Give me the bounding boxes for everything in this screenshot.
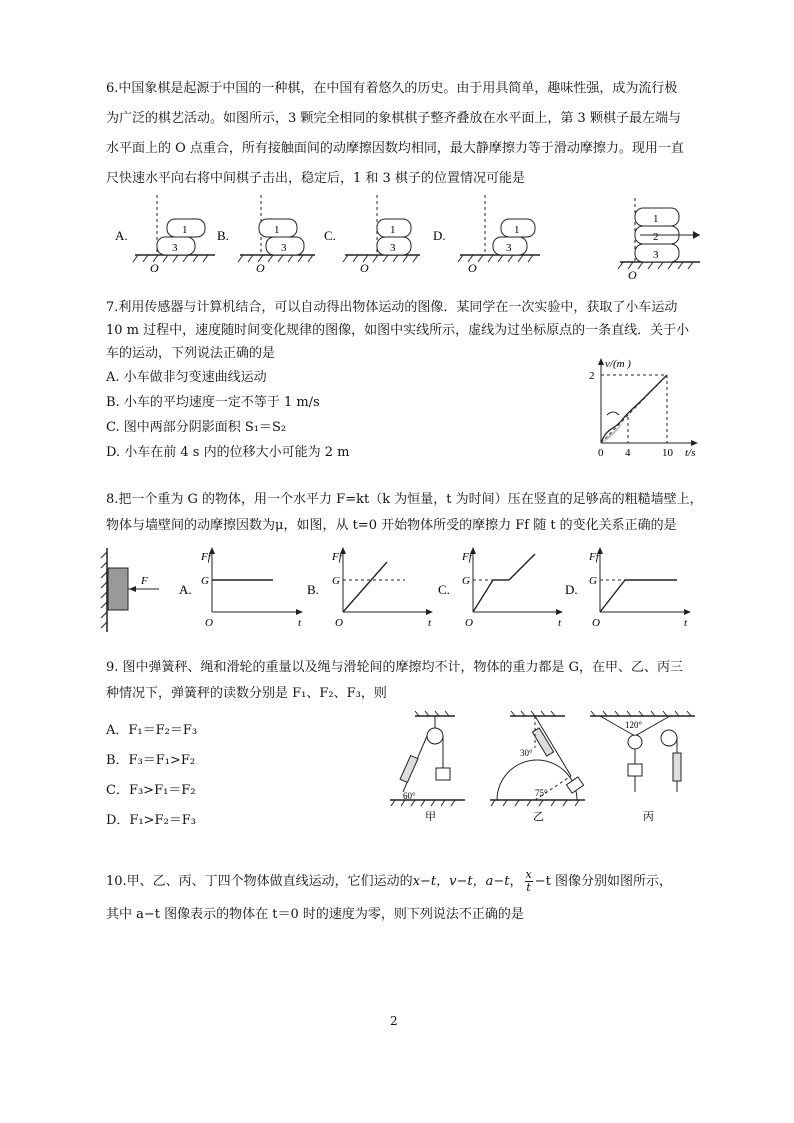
- q6-option-b: [217, 195, 315, 275]
- q6-option-d-label: D.: [433, 228, 446, 243]
- q7-vt-graph: [585, 355, 705, 467]
- q10-prefix: 10.甲、乙、丙、丁四个物体做直线运动，它们运动的: [106, 874, 413, 889]
- q10-comma: ，: [509, 874, 523, 889]
- q7-x-label: t/s: [685, 447, 696, 459]
- q8-option-d: [565, 547, 691, 629]
- q9-diagram-yi: [490, 711, 585, 823]
- q7-x-tick-10: 10: [662, 447, 673, 459]
- q8-d-g-tick: G: [589, 575, 597, 587]
- q7-line-2: 10 m 过程中，速度随时间变化规律的图像，如图中实线所示，虚线为过坐标原点的一条直线．关于小: [106, 323, 690, 338]
- q6-option-d: [433, 195, 540, 275]
- q6-b-piece-1: 1: [274, 224, 280, 236]
- q8-option-a: [179, 547, 303, 629]
- q7-option-d: D. 小车在前 4 s 内的位移大小可能为 2 m: [106, 445, 350, 460]
- q10-line-1: [106, 869, 672, 894]
- q10-frac-den: t: [526, 881, 531, 894]
- q6-line-2: 为广泛的棋艺活动。如图所示，3 颗完全相同的象棋棋子整齐叠放在水平面上，第 3 颗棋子最左端与: [106, 111, 681, 126]
- q8-b-y-label: Ff: [332, 551, 342, 563]
- q8-d-y-label: Ff: [589, 551, 599, 563]
- q8-c-g-tick: G: [462, 575, 470, 587]
- q6-d-origin: O: [468, 261, 477, 275]
- q8-line-1: 8.把一个重为 G 的物体，用一个水平力 F=kt（k 为恒量，t 为时间）压在竖直的足够高的粗糙墙壁上，: [106, 492, 703, 507]
- q8-b-x-label: t: [428, 617, 432, 629]
- q9-jia-label: 甲: [425, 811, 436, 823]
- q8-force-label: F: [141, 575, 148, 587]
- q6-option-a-label: A.: [115, 228, 128, 243]
- q7-line-3: 车的运动，下列说法正确的是: [106, 346, 276, 361]
- q9-diagram-bing: [590, 711, 695, 823]
- q8-b-g-tick: G: [332, 575, 340, 587]
- q8-a-g-tick: G: [201, 575, 209, 587]
- q8-c-origin: O: [465, 617, 473, 629]
- q6-line-3: 水平面上的 O 点重合，所有接触面间的动摩擦因数均相同，最大静摩擦力等于滑动摩擦力。现用一直: [106, 141, 684, 156]
- q9-diagram-jia: [390, 711, 465, 823]
- q8-option-c: [438, 547, 563, 629]
- q7-y-tick: 2: [589, 370, 595, 382]
- q8-c-y-label: Ff: [462, 551, 472, 563]
- q6-b-origin: O: [256, 261, 265, 275]
- q9-bing-angle: 120°: [625, 720, 643, 730]
- q7-line-1: 7.利用传感器与计算机结合，可以自动得出物体运动的图像．某同学在一次实验中，获取了小车运动: [106, 300, 678, 315]
- q8-c-x-label: t: [558, 617, 562, 629]
- q6-stack-piece-1: 1: [653, 213, 659, 225]
- q8-option-d-label: D.: [565, 582, 578, 597]
- q8-option-b-label: B.: [307, 582, 319, 597]
- q10-frac-num: x: [525, 868, 532, 881]
- q8-b-origin: O: [335, 617, 343, 629]
- q9-yi-label: 乙: [533, 811, 544, 823]
- q9-option-d: D．F₁>F₂＝F₃: [106, 813, 197, 828]
- q6-c-piece-1: 1: [390, 224, 396, 236]
- q6-option-c-label: C.: [324, 228, 336, 243]
- q6-a-piece-1: 1: [182, 224, 188, 236]
- q8-d-x-label: t: [684, 617, 688, 629]
- q6-b-piece-3: 3: [281, 242, 287, 254]
- q6-line-1: 6.中国象棋是起源于中国的一种棋，在中国有着悠久的历史。由于用具简单，趣味性强，成为流行极: [106, 81, 678, 96]
- q6-figure: [100, 190, 700, 280]
- q6-option-a: [115, 195, 215, 275]
- q6-d-piece-1: 1: [514, 224, 520, 236]
- q10-line-2: 其中 a−t 图像表示的物体在 t＝0 时的速度为零，则下列说法不正确的是: [106, 907, 524, 922]
- q9-figure: [385, 708, 705, 826]
- q9-yi-angle-75: 75°: [535, 788, 548, 798]
- q9-line-2: 种情况下，弹簧秤的读数分别是 F₁、F₂、F₃，则: [106, 686, 387, 701]
- q6-stack-origin: O: [628, 268, 637, 280]
- q9-jia-angle: 60°: [403, 791, 416, 801]
- q7-x-tick-0: 0: [598, 447, 604, 459]
- q8-a-origin: O: [205, 617, 213, 629]
- q9-bing-label: 丙: [643, 811, 654, 823]
- q8-line-2: 物体与墙壁间的动摩擦因数为μ，如图，从 t=0 开始物体所受的摩擦力 Ff 随 t 的变化关系正确的是: [106, 518, 677, 533]
- q8-a-x-label: t: [298, 617, 302, 629]
- q6-stack-piece-2: 2: [653, 231, 659, 243]
- q8-figure: [95, 540, 695, 640]
- q10-suffix: −t 图像分别如图所示，: [534, 874, 672, 889]
- q6-c-origin: O: [360, 261, 369, 275]
- q8-option-c-label: C.: [438, 582, 450, 597]
- q7-option-a: A. 小车做非匀变速曲线运动: [106, 370, 267, 385]
- q9-option-a: A．F₁＝F₂＝F₃: [106, 723, 198, 738]
- q10-graph-xt: x−t: [412, 874, 437, 889]
- q6-option-c: [324, 195, 420, 275]
- q9-option-b: B．F₃＝F₁>F₂: [106, 753, 196, 768]
- q6-line-4: 尺快速水平向右将中间棋子击出，稳定后，1 和 3 棋子的位置情况可能是: [106, 171, 525, 186]
- q6-a-origin: O: [150, 261, 159, 275]
- q9-option-c: C．F₃>F₁＝F₂: [106, 783, 196, 798]
- q9-line-1: 9. 图中弹簧秤、绳和滑轮的重量以及绳与滑轮间的摩擦均不计，物体的重力都是 G，在甲、乙、丙三: [106, 660, 684, 675]
- q9-yi-angle-30: 30°: [520, 748, 533, 758]
- q6-c-piece-3: 3: [390, 242, 396, 254]
- q10-graph-at: ，a−t: [472, 874, 510, 889]
- q7-option-b: B. 小车的平均速度一定不等于 1 m/s: [106, 395, 320, 410]
- q6-option-b-label: B.: [217, 228, 229, 243]
- q8-wall-diagram: [101, 548, 159, 632]
- q6-stack-piece-3: 3: [653, 249, 659, 261]
- q8-option-a-label: A.: [179, 582, 192, 597]
- q6-d-piece-3: 3: [506, 242, 512, 254]
- page-number: 2: [390, 1014, 398, 1028]
- q7-option-c: C. 图中两部分阴影面积 S₁＝S₂: [106, 420, 287, 435]
- q8-d-origin: O: [592, 617, 600, 629]
- q10-graph-vt: ，v−t: [436, 874, 473, 889]
- q8-a-y-label: Ff: [201, 551, 211, 563]
- q8-option-b: [307, 547, 433, 629]
- q7-x-tick-4: 4: [625, 447, 631, 459]
- q6-stack-diagram: [618, 198, 700, 280]
- q7-y-label: v/(m ): [605, 358, 631, 370]
- q10-fraction: [525, 869, 533, 894]
- q6-a-piece-3: 3: [172, 242, 178, 254]
